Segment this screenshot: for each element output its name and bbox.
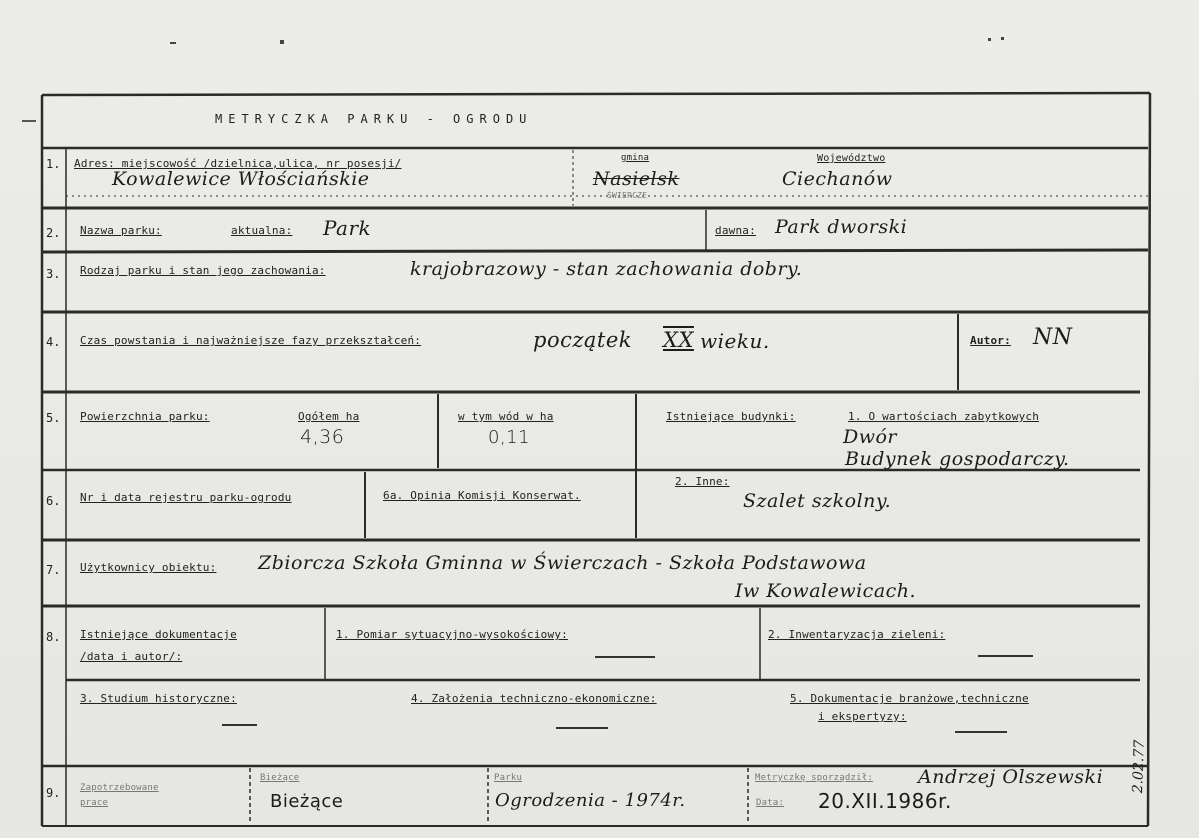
doc-greenery-label: 2. Inwentaryzacja zieleni: — [768, 628, 946, 641]
creation-time-value-a: początek — [533, 328, 633, 352]
scan-speck — [22, 120, 36, 122]
creation-time-value-c: wieku. — [700, 329, 770, 353]
total-area-label: Ogółem ha — [298, 410, 360, 423]
users-value-1: Zbiorcza Szkoła Gminna w Świerczach - Szkoła Podstawowa — [258, 552, 867, 574]
park-name-label: Nazwa parku: — [80, 224, 162, 237]
needed-works-label-2: prace — [80, 798, 109, 808]
water-area-value: 0,11 — [488, 427, 531, 448]
row-6-number: 6. — [46, 494, 61, 508]
conservation-opinion-label: 6a. Opinia Komisji Konserwat. — [383, 489, 581, 502]
works-park-label: Parku — [494, 773, 523, 783]
other-building: Szalet szkolny. — [743, 490, 892, 512]
current-name-value: Park — [323, 216, 372, 240]
row-3-number: 3. — [46, 267, 61, 281]
documentation-label-2: /data i autor/: — [80, 650, 183, 663]
row-8-number: 8. — [46, 630, 61, 644]
row-5-number: 5. — [46, 411, 61, 425]
prepared-by-label: Metryczkę sporządził: — [755, 773, 873, 783]
row-2-number: 2. — [46, 226, 61, 240]
users-label: Użytkownicy obiektu: — [80, 561, 217, 574]
row-7-number: 7. — [46, 563, 61, 577]
date-label: Data: — [756, 798, 785, 808]
doc-history-label: 3. Studium historyczne: — [80, 692, 237, 705]
doc-branch-label-a: 5. Dokumentacje branżowe,techniczne — [790, 692, 1029, 705]
voivodeship-value: Ciechanów — [782, 168, 893, 190]
doc-branch-label-b: i ekspertyzy: — [818, 710, 907, 723]
scan-speck — [280, 40, 284, 44]
author-label: Autor: — [970, 334, 1011, 347]
users-value-2: Iw Kowalewicach. — [735, 580, 917, 602]
address-value: Kowalewice Włościańskie — [112, 168, 370, 190]
documentation-label-1: Istniejące dokumentacje — [80, 628, 237, 641]
needed-works-label-1: Zapotrzebowane — [80, 783, 159, 793]
current-name-label: aktualna: — [231, 224, 293, 237]
total-area-value: 4,36 — [300, 426, 345, 448]
former-name-value: Park dworski — [775, 216, 908, 238]
register-label: Nr i data rejestru parku-ogrodu — [80, 491, 292, 504]
creation-time-label: Czas powstania i najważniejsze fazy przekształceń: — [80, 334, 422, 347]
row-9-number: 9. — [46, 786, 61, 800]
doc-history-line — [222, 724, 257, 726]
gmina-value: Nasielsk — [593, 168, 680, 190]
prepared-by-value: Andrzej Olszewski — [918, 766, 1104, 788]
works-park-value: Ogrodzenia - 1974r. — [495, 790, 686, 811]
park-type-value: krajobrazowy - stan zachowania dobry. — [410, 258, 803, 280]
author-value: NN — [1033, 325, 1073, 350]
doc-technical-label: 4. Założenia techniczno-ekonomiczne: — [411, 692, 657, 705]
address-label: Adres: miejscowość /dzielnica,ulica, nr posesji/ — [74, 157, 402, 170]
row-1-number: 1. — [46, 157, 61, 171]
buildings-label: Istniejące budynki: — [666, 410, 796, 423]
park-type-label: Rodzaj parku i stan jego zachowania: — [80, 264, 326, 277]
date-value: 20.XII.1986r. — [818, 789, 952, 813]
doc-survey-line — [595, 656, 655, 658]
water-area-label: w tym wód w ha — [458, 410, 554, 423]
doc-survey-label: 1. Pomiar sytuacyjno-wysokościowy: — [336, 628, 568, 641]
creation-time-value-b: XX — [663, 328, 694, 352]
scan-speck — [170, 42, 176, 44]
other-buildings-label: 2. Inne: — [675, 475, 730, 488]
gmina-label: gmina — [621, 153, 650, 163]
doc-technical-line — [556, 727, 608, 729]
monument-buildings-label: 1. O wartościach zabytkowych — [848, 410, 1040, 423]
gmina-note: ŚWIERCZE — [607, 191, 648, 200]
works-type-value: Bieżące — [270, 791, 344, 812]
doc-branch-line — [955, 731, 1007, 733]
building-2: Budynek gospodarczy. — [845, 448, 1070, 470]
area-label: Powierzchnia parku: — [80, 410, 210, 423]
side-note: 2.02.77 — [1130, 739, 1148, 794]
row-4-number: 4. — [46, 335, 61, 349]
former-name-label: dawna: — [715, 224, 756, 237]
form-title: METRYCZKA PARKU - OGRODU — [215, 112, 533, 126]
scan-speck — [1001, 37, 1004, 40]
scan-speck — [988, 38, 991, 41]
voivodeship-label: Województwo — [817, 153, 886, 164]
building-1: Dwór — [843, 426, 898, 448]
works-type-label: Bieżące — [260, 773, 300, 783]
doc-greenery-line — [978, 655, 1033, 657]
